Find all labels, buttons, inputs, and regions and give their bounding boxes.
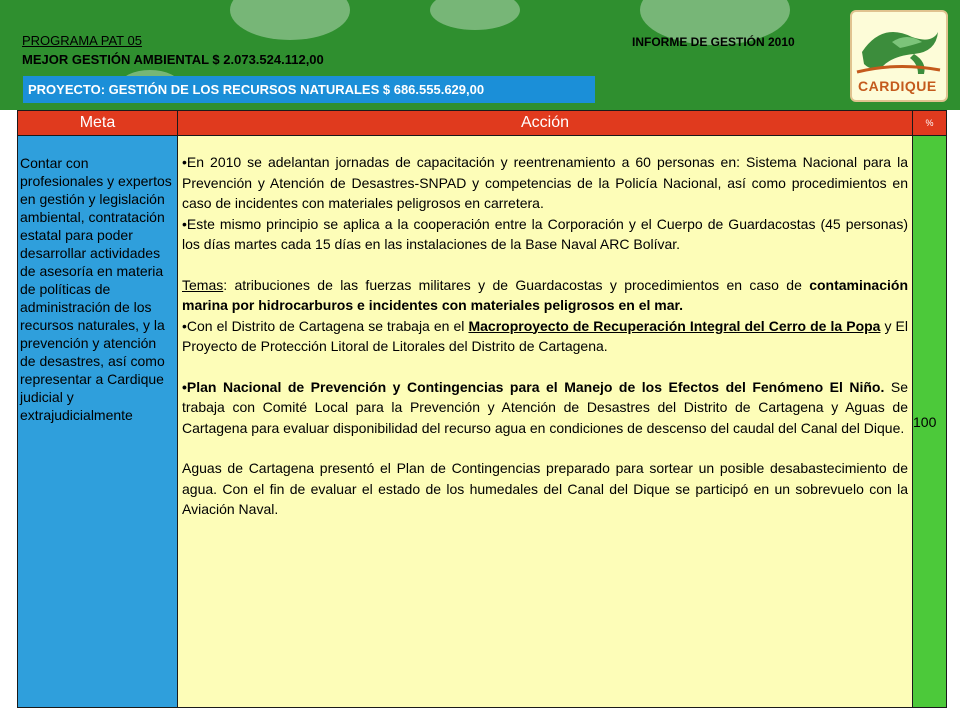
- accion-paragraph-guardacostas: •Este mismo principio se aplica a la cooperación entre la Corporación y el Cuerpo de Guardacostas (45 personas) los días martes cada 15 días en las instalaciones de la Base Naval ARC Bolívar.: [182, 215, 908, 252]
- temas-text: : atribuciones de las fuerzas militares y de Guardacostas y procedimientos en caso de: [223, 276, 810, 293]
- logo-text: CARDIQUE: [858, 78, 937, 94]
- paragraph-gap: [182, 255, 908, 275]
- header-decoration: [430, 0, 520, 30]
- proyecto-text: PROYECTO: GESTIÓN DE LOS RECURSOS NATURALES $ 686.555.629,00: [28, 82, 485, 97]
- programa-label: [22, 33, 142, 48]
- percentage-cell: 100: [913, 136, 947, 708]
- programa-text: PROGRAMA PAT 05: [22, 33, 142, 48]
- accion-paragraph-aguas: Aguas de Cartagena presentó el Plan de Contingencias preparado para sortear un posible desabastecimiento de agua. Con el fin de evaluar el estado de los humedales del Canal del Dique se participó en un sobrevuelo con la Aviación Naval.: [182, 460, 908, 517]
- informe-title: INFORME DE GESTIÓN 2010: [632, 35, 795, 49]
- macroproyecto-link: Macroproyecto de Recuperación Integral del Cerro de la Popa: [468, 317, 881, 334]
- cartagena-prefix: •Con el Distrito de Cartagena se trabaja en el: [182, 317, 469, 334]
- paragraph-gap: [182, 438, 908, 458]
- accion-paragraph-capacitacion: •En 2010 se adelantan jornadas de capacitación y reentrenamiento a 60 personas en: Sistema Nacional para la Prevención y Atención de Desastres-SNPAD y competencias de la Policía Nacional, así como procedimientos en caso de incidentes con materiales peligrosos en carretera.: [182, 154, 908, 211]
- mejor-gestion-label: MEJOR GESTIÓN AMBIENTAL $ 2.073.524.112,00: [22, 52, 324, 67]
- plan-nacional-title: •Plan Nacional de Prevención y Contingencias para el Manejo de los Efectos del Fenómeno El Niño.: [182, 378, 885, 395]
- temas-label: Temas: [182, 276, 224, 293]
- accion-cell: [178, 136, 913, 708]
- cardique-logo: [850, 10, 948, 102]
- gestion-table: [17, 110, 947, 708]
- column-header-meta: Meta: [18, 111, 178, 136]
- paragraph-gap: [182, 357, 908, 377]
- accion-paragraph-temas: [182, 275, 908, 316]
- cartagena-suffix: y El Proyecto de Protección Litoral de Litorales del Distrito de Cartagena.: [182, 317, 909, 354]
- temas-bold: contaminación marina por hidrocarburos e incidentes con materiales peligrosos en el mar.: [182, 276, 908, 313]
- header-decoration: [230, 0, 350, 40]
- column-header-pct: %: [913, 111, 947, 136]
- accion-paragraph-cartagena: [182, 316, 908, 357]
- table-header-row: [18, 111, 947, 136]
- proyecto-banner: [23, 76, 595, 103]
- accion-paragraph-nino: [182, 377, 908, 439]
- plan-nacional-text: Se trabaja con Comité Local para la Prevención y Atención de Desastres del Distrito de Cartagena y Aguas de Cartagena para evaluar disponibilidad del recurso agua en condiciones de descenso del caudal del Canal del Dique.: [182, 378, 909, 436]
- column-header-accion: Acción: [178, 111, 913, 136]
- table-row: [18, 136, 947, 708]
- meta-cell: Contar con profesionales y expertos en gestión y legislación ambiental, contratación estatal para poder desarrollar actividades de asesoría en materia de políticas de administración de los recursos naturales, y la prevención y atención de desastres, así como representar a Cardique judicial y extrajudicialmente: [18, 136, 178, 708]
